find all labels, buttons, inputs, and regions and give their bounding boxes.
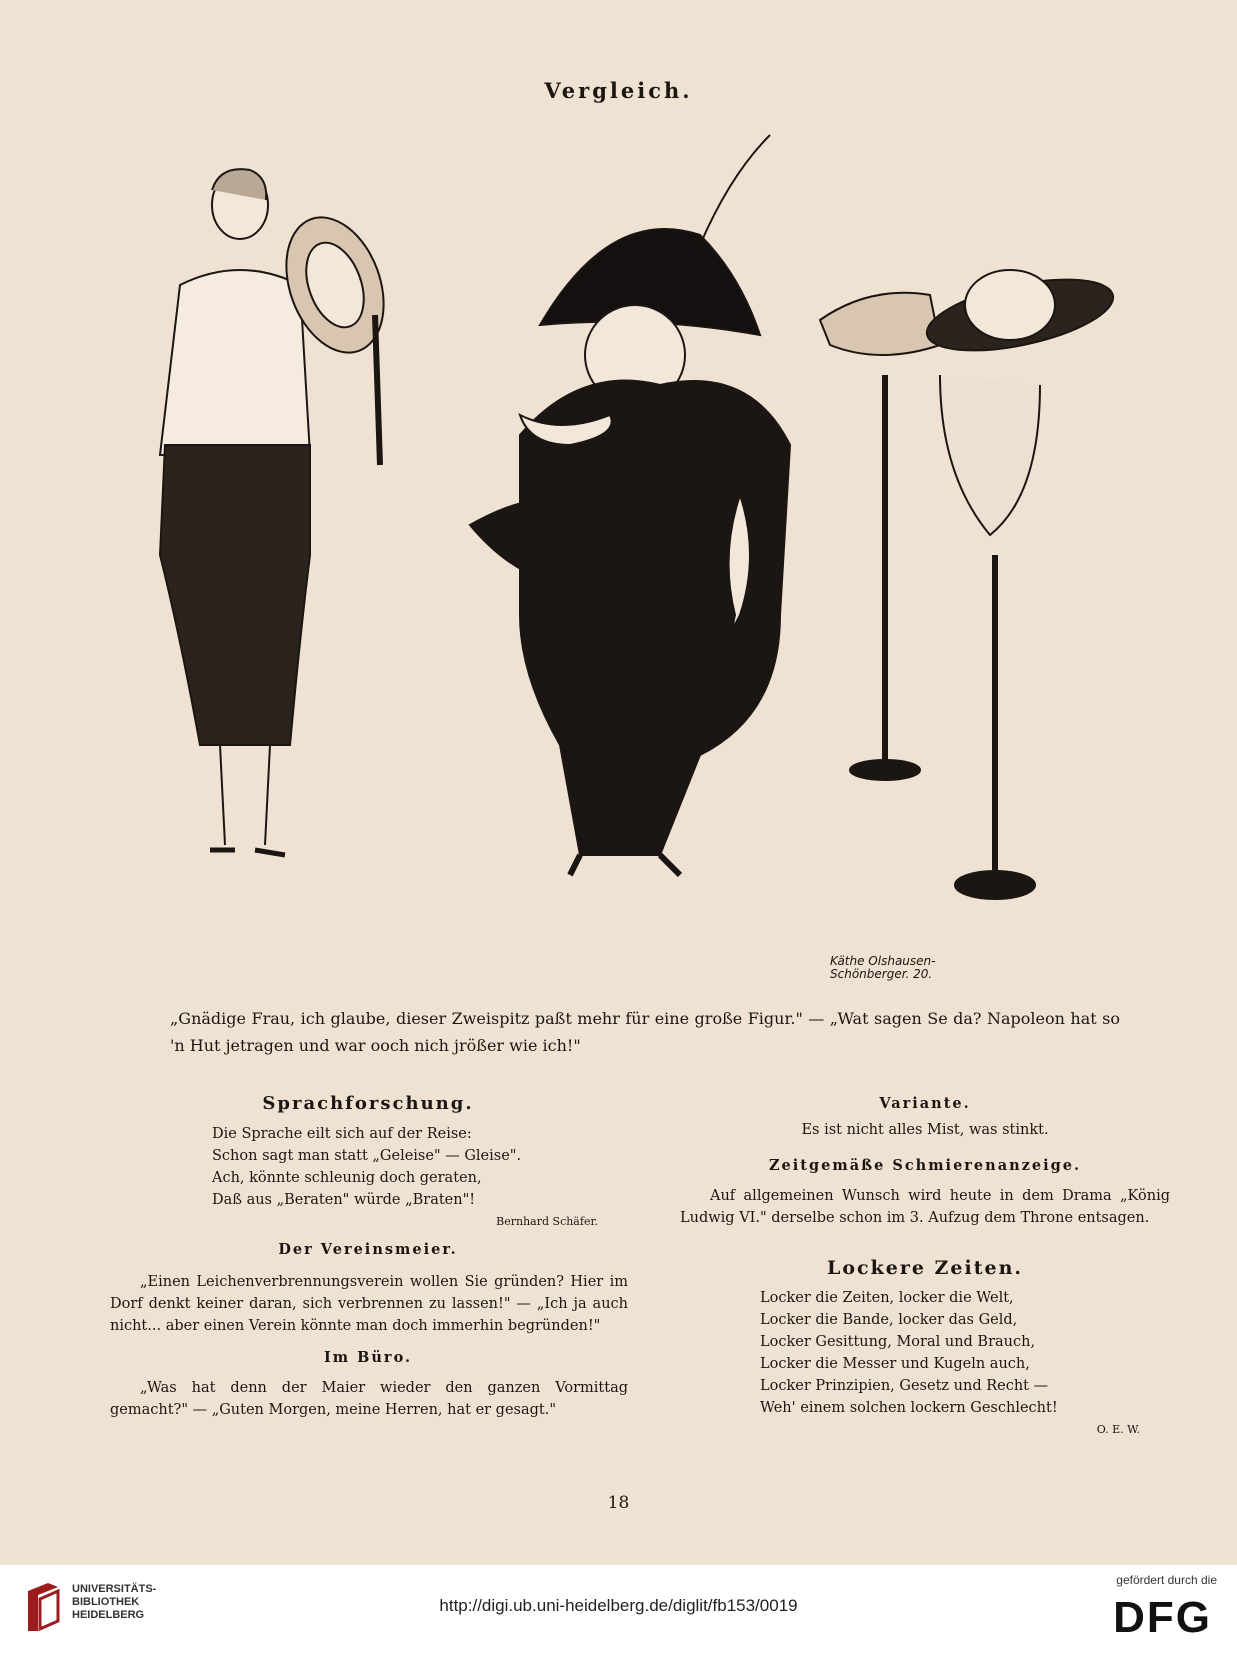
artist-signature [830, 955, 935, 981]
schmiere-text: Auf allgemeinen Wunsch wird heute in dem Drama „König Ludwig VI." derselbe schon im 3. Aufzug dem Throne entsagen. [680, 1188, 1170, 1226]
signature-line-1: Käthe Olshausen- [830, 954, 936, 968]
dfg-logo: DFG [1113, 1593, 1212, 1642]
poem-line: Locker die Bande, locker das Geld, [760, 1312, 1018, 1328]
poem-line: Locker die Zeiten, locker die Welt, [760, 1290, 1014, 1306]
schmiere-heading: Zeitgemäße Schmierenanzeige. [768, 1157, 1082, 1174]
buero-heading: Im Büro. [323, 1349, 413, 1366]
funded-by-label: gefördert durch die [1116, 1573, 1217, 1587]
lockere-zeiten-heading: Lockere Zeiten. [826, 1257, 1024, 1279]
left-column [108, 1093, 628, 1421]
variante-heading: Variante. [879, 1095, 971, 1112]
poem-line: Die Sprache eilt sich auf der Reise: [212, 1126, 472, 1142]
buero-text: „Was hat denn der Maier wieder den ganzen Vormittag gemacht?" — „Guten Morgen, meine Herren, hat er gesagt." [110, 1380, 628, 1418]
cartoon-caption: „Gnädige Frau, ich glaube, dieser Zweispitz paßt mehr für eine große Figur." — „Wat sagen Se da? Napoleon hat so 'n Hut jetragen und war ooch nich jrößer wie ich!" [170, 1009, 1120, 1055]
poem-line: Daß aus „Beraten" würde „Braten"! [212, 1192, 476, 1208]
maid-figure [160, 169, 401, 855]
ub-line-2: BIBLIOTHEK [72, 1596, 140, 1608]
poem-line: Locker die Messer und Kugeln auch, [760, 1356, 1030, 1372]
poem-line: Locker Prinzipien, Gesetz und Recht — [760, 1378, 1049, 1394]
viewer-footer [0, 1565, 1237, 1653]
vereinsmeier-text: „Einen Leichenverbrennungsverein wollen Sie gründen? Hier im Dorf denkt keiner daran, sich verbrennen zu lassen!" — „Ich ja auch nicht... aber einen Verein könnte man doch immerhin begründen!" [110, 1274, 628, 1334]
page-number: 18 [607, 1493, 630, 1513]
lockere-zeiten-author: O. E. W. [1096, 1423, 1140, 1436]
signature-line-2: Schönberger. 20. [830, 967, 933, 981]
document-url-link[interactable]: http://digi.ub.uni-heidelberg.de/diglit/fb153/0019 [439, 1596, 798, 1615]
vereinsmeier-heading: Der Vereinsmeier. [278, 1241, 458, 1258]
sprachforschung-heading: Sprachforschung. [262, 1093, 474, 1114]
lady-figure [470, 135, 790, 875]
poem-line: Weh' einem solchen lockern Geschlecht! [760, 1400, 1058, 1416]
ub-line-3: HEIDELBERG [72, 1609, 145, 1621]
hat-stands [820, 266, 1119, 899]
right-column [680, 1093, 1170, 1441]
sprachforschung-poem [212, 1123, 628, 1211]
page-title: Vergleich. [544, 78, 693, 103]
poem-line: Schon sagt man statt „Geleise" — Gleise". [212, 1148, 522, 1164]
cartoon-illustration [140, 115, 1140, 975]
lockere-zeiten-poem [760, 1287, 1170, 1419]
ub-line-1: UNIVERSITÄTS- [72, 1583, 157, 1595]
poem-line: Locker Gesittung, Moral und Brauch, [760, 1334, 1036, 1350]
variante-text: Es ist nicht alles Mist, was stinkt. [801, 1122, 1049, 1138]
poem-line: Ach, könnte schleunig doch geraten, [212, 1170, 482, 1186]
sprachforschung-author: Bernhard Schäfer. [496, 1215, 598, 1228]
